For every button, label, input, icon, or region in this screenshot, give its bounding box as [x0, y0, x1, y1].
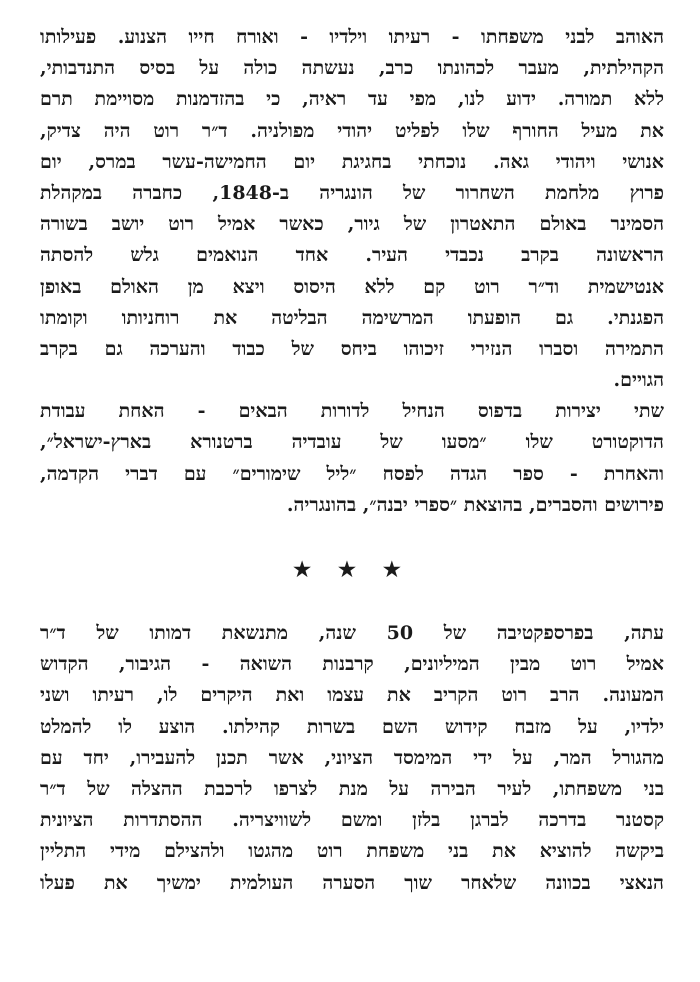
- text-line: אנושי ויהודי גאה. נוכחתי בחגיגת יום החמישה-עשר במרס, יום: [40, 150, 664, 173]
- text-line: אמיל רוט מבין המיליונים, קרבנות השואה - הגיבור, הקדוש: [40, 653, 664, 676]
- text-line: הנאצי בכוונה שלאחר שוך הסערה העולמית ימשיך את פעלו: [40, 871, 664, 894]
- text-line: אנטישמית וד״ר רוט קם ללא היסוס ויצא מן האולם באופן: [40, 275, 664, 298]
- text-line: בני משפחתו, לעיר הבירה על מנת לצרפו לרכבת ההצלה של ד״ר: [40, 777, 664, 800]
- text-line: מהגורל המר, על ידי המימסד הציוני, אשר תכנן להעבירו, יחד עם: [40, 746, 664, 769]
- paragraph-2: [40, 396, 664, 521]
- text-line: האוהב לבני משפחתו - רעיתו וילדיו - ואורח חייו הצנוע. פעילותו: [40, 26, 664, 48]
- paragraph-1: [40, 22, 664, 396]
- text-line: שתי יצירות בדפוס הנחיל לדורות הבאים - האחת עבודת: [40, 400, 664, 423]
- text-line: ביקשה להוציא את בני משפחת רוט מהגטו ולהצילם מידי התליין: [40, 840, 664, 863]
- text-line: את מעיל החורף שלו לפליט יהודי מפולניה. ד״ר רוט היה צדיק,: [40, 119, 664, 142]
- text-line: המעונה. הרב רוט הקריב את עצמו ואת היקרים לו, רעיתו ושני: [40, 684, 664, 707]
- paragraph-3: [40, 618, 664, 899]
- text-line: הדוקטורט שלו ״מסעו של עובדיה ברטנורא בארץ-ישראל״,: [40, 431, 664, 454]
- document-page: [40, 22, 664, 899]
- section-separator: ★ ★ ★: [293, 557, 411, 581]
- text-line: התמירה וסברו הנזירי זיכוהו ביחס של כבוד והערכה גם בקרב: [40, 337, 664, 360]
- text-line: קסטנר בדרכה לברגן בלזן ומשם לשוויצריה. ההסתדרות הציונית: [40, 809, 664, 832]
- text-line: ילדיו, על מזבח קידוש השם בשרות קהילתו. הוצע לו להמלט: [40, 715, 664, 738]
- text-line: פירושים והסברים, בהוצאת ״ספרי יבנה״, בהונגריה.: [286, 493, 664, 516]
- text-line: הסמינר באולם התאטרון של גיור, כאשר אמיל רוט יושב בשורה: [40, 213, 664, 236]
- text-line: פרוץ מלחמת השחרור של הונגריה ב-1848, כחברה במקהלת: [40, 181, 664, 204]
- text-line: והאחרת - ספר הגדה לפסח ״ליל שימורים״ עם דברי הקדמה,: [40, 462, 664, 485]
- text-line: הפגנתי. גם הופעתו המרשימה הבליטה את רוחניותו וקומתו: [40, 306, 664, 329]
- text-line: הקהילתית, מעבר לכהונתו כרב, נעשתה כולה על בסיס התנדבותי,: [40, 57, 664, 80]
- text-line: עתה, בפרספקטיבה של 50 שנה, מתנשאת דמותו של ד״ר: [40, 622, 664, 644]
- text-line: ללא תמורה. ידוע לנו, מפי עד ראיה, כי בהזדמנות מסויימת תרם: [40, 88, 664, 111]
- text-line: הראשונה בקרב נכבדי העיר. אחד הנואמים גלש להסתה: [40, 244, 664, 267]
- text-line: הגויים.: [613, 369, 664, 392]
